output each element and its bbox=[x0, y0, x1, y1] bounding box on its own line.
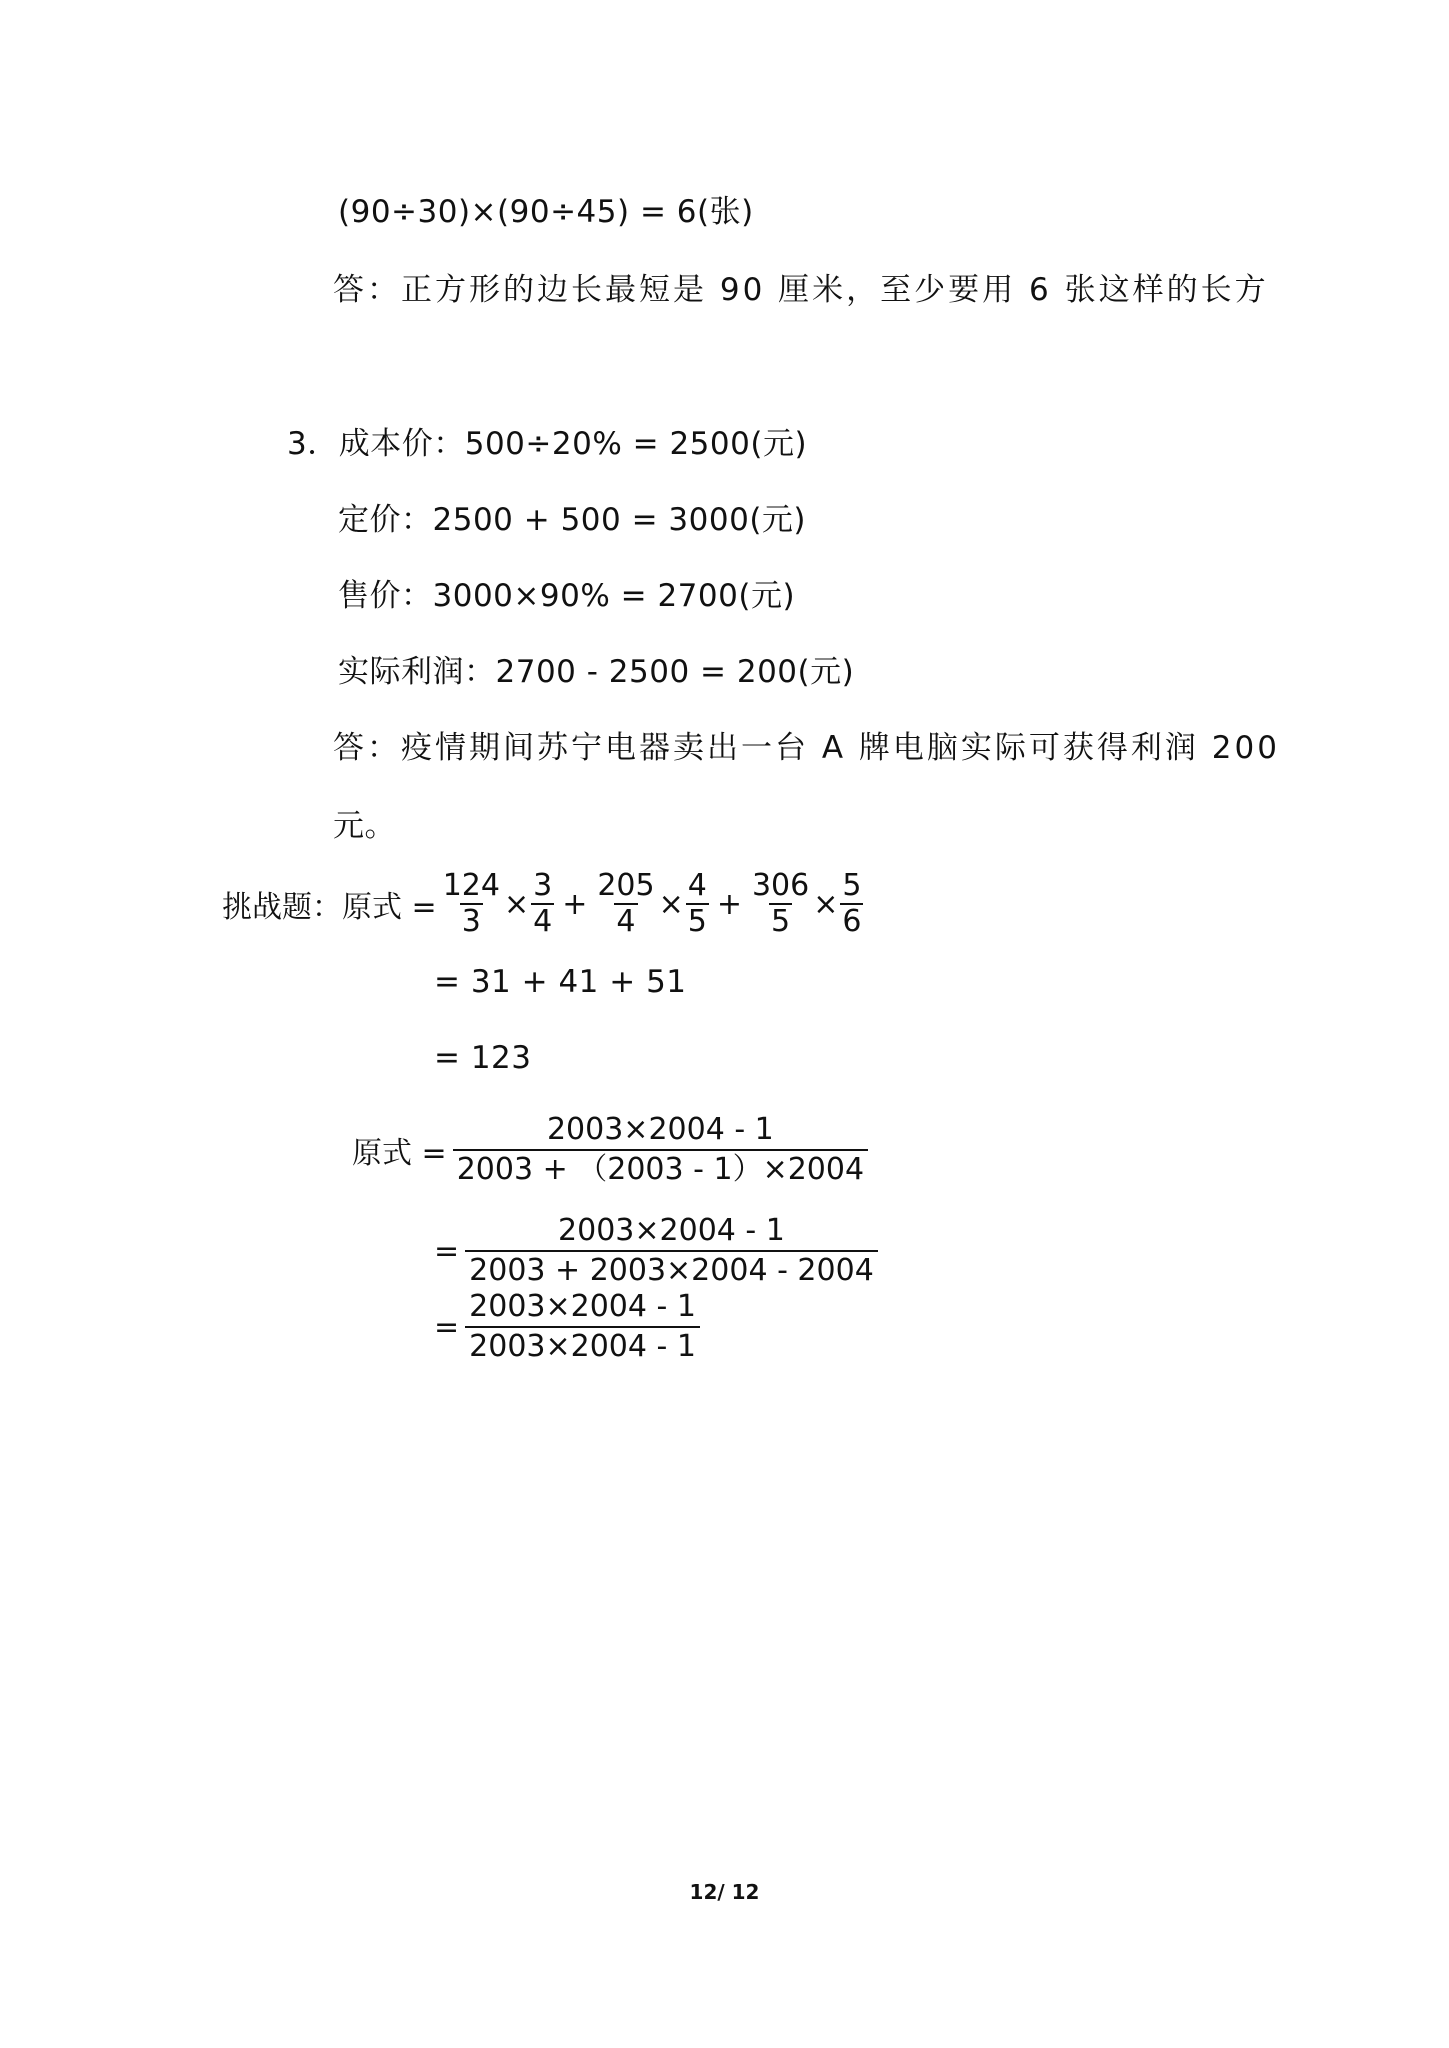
denominator: 2003 + （2003 - 1）×2004 bbox=[453, 1149, 868, 1189]
numerator: 2003×2004 - 1 bbox=[469, 1289, 696, 1324]
fraction bbox=[840, 869, 863, 939]
equals-sign: = bbox=[434, 1309, 460, 1345]
second-expression-step-3 bbox=[434, 1286, 700, 1368]
numerator: 306 bbox=[751, 868, 810, 903]
denominator: 5 bbox=[771, 904, 791, 939]
times-operator: × bbox=[813, 886, 839, 922]
times-operator: × bbox=[503, 886, 530, 922]
plus-operator: + bbox=[562, 886, 588, 922]
problem-3-sale-line: 售价：3000×90% = 2700(元) bbox=[338, 578, 796, 614]
numerator: 124 bbox=[442, 868, 500, 903]
numerator: 3 bbox=[533, 868, 553, 903]
numerator: 2003×2004 - 1 bbox=[546, 1112, 774, 1147]
denominator: 2003 + 2003×2004 - 2004 bbox=[465, 1250, 878, 1290]
numerator: 205 bbox=[597, 868, 655, 903]
numerator: 2003×2004 - 1 bbox=[558, 1213, 785, 1248]
denominator: 6 bbox=[842, 904, 862, 939]
second-expression-step-2 bbox=[434, 1210, 878, 1292]
problem-3-answer-continuation: 元。 bbox=[333, 808, 396, 844]
numerator: 4 bbox=[687, 868, 707, 903]
numerator: 5 bbox=[842, 868, 862, 903]
second-label: 原式 = bbox=[352, 1136, 447, 1171]
times-operator: × bbox=[658, 886, 684, 922]
denominator: 5 bbox=[687, 904, 707, 939]
denominator: 4 bbox=[616, 904, 636, 939]
answer-line: 答：正方形的边长最短是 90 厘米，至少要用 6 张这样的长方 bbox=[333, 272, 1269, 308]
problem-3-profit-line: 实际利润：2700 - 2500 = 200(元) bbox=[338, 654, 855, 690]
denominator: 3 bbox=[461, 904, 481, 939]
fraction bbox=[750, 869, 811, 939]
challenge-step-3: = 123 bbox=[434, 1040, 532, 1076]
fraction bbox=[595, 869, 656, 939]
problem-3-cost-line: 3．成本价：500÷20% = 2500(元) bbox=[287, 426, 808, 462]
denominator: 4 bbox=[533, 904, 553, 939]
challenge-step-2: = 31 + 41 + 51 bbox=[434, 964, 687, 1000]
problem-3-price-line: 定价：2500 + 500 = 3000(元) bbox=[338, 502, 807, 538]
fraction bbox=[465, 1288, 700, 1366]
plus-operator: + bbox=[716, 886, 742, 922]
page-number: 12/ 12 bbox=[689, 1880, 760, 1904]
fraction bbox=[465, 1212, 878, 1290]
equals-sign: = bbox=[434, 1233, 460, 1269]
denominator: 2003×2004 - 1 bbox=[465, 1326, 700, 1366]
second-expression-step-1 bbox=[352, 1108, 868, 1192]
challenge-expression bbox=[222, 866, 863, 942]
fraction bbox=[531, 869, 554, 939]
fraction bbox=[453, 1111, 868, 1189]
challenge-label: 挑战题：原式 = bbox=[222, 890, 437, 925]
equation-line: (90÷30)×(90÷45) = 6(张) bbox=[338, 194, 754, 230]
problem-3-answer-line: 答：疫情期间苏宁电器卖出一台 A 牌电脑实际可获得利润 200 bbox=[333, 730, 1280, 766]
fraction bbox=[686, 869, 709, 939]
fraction bbox=[441, 869, 502, 939]
